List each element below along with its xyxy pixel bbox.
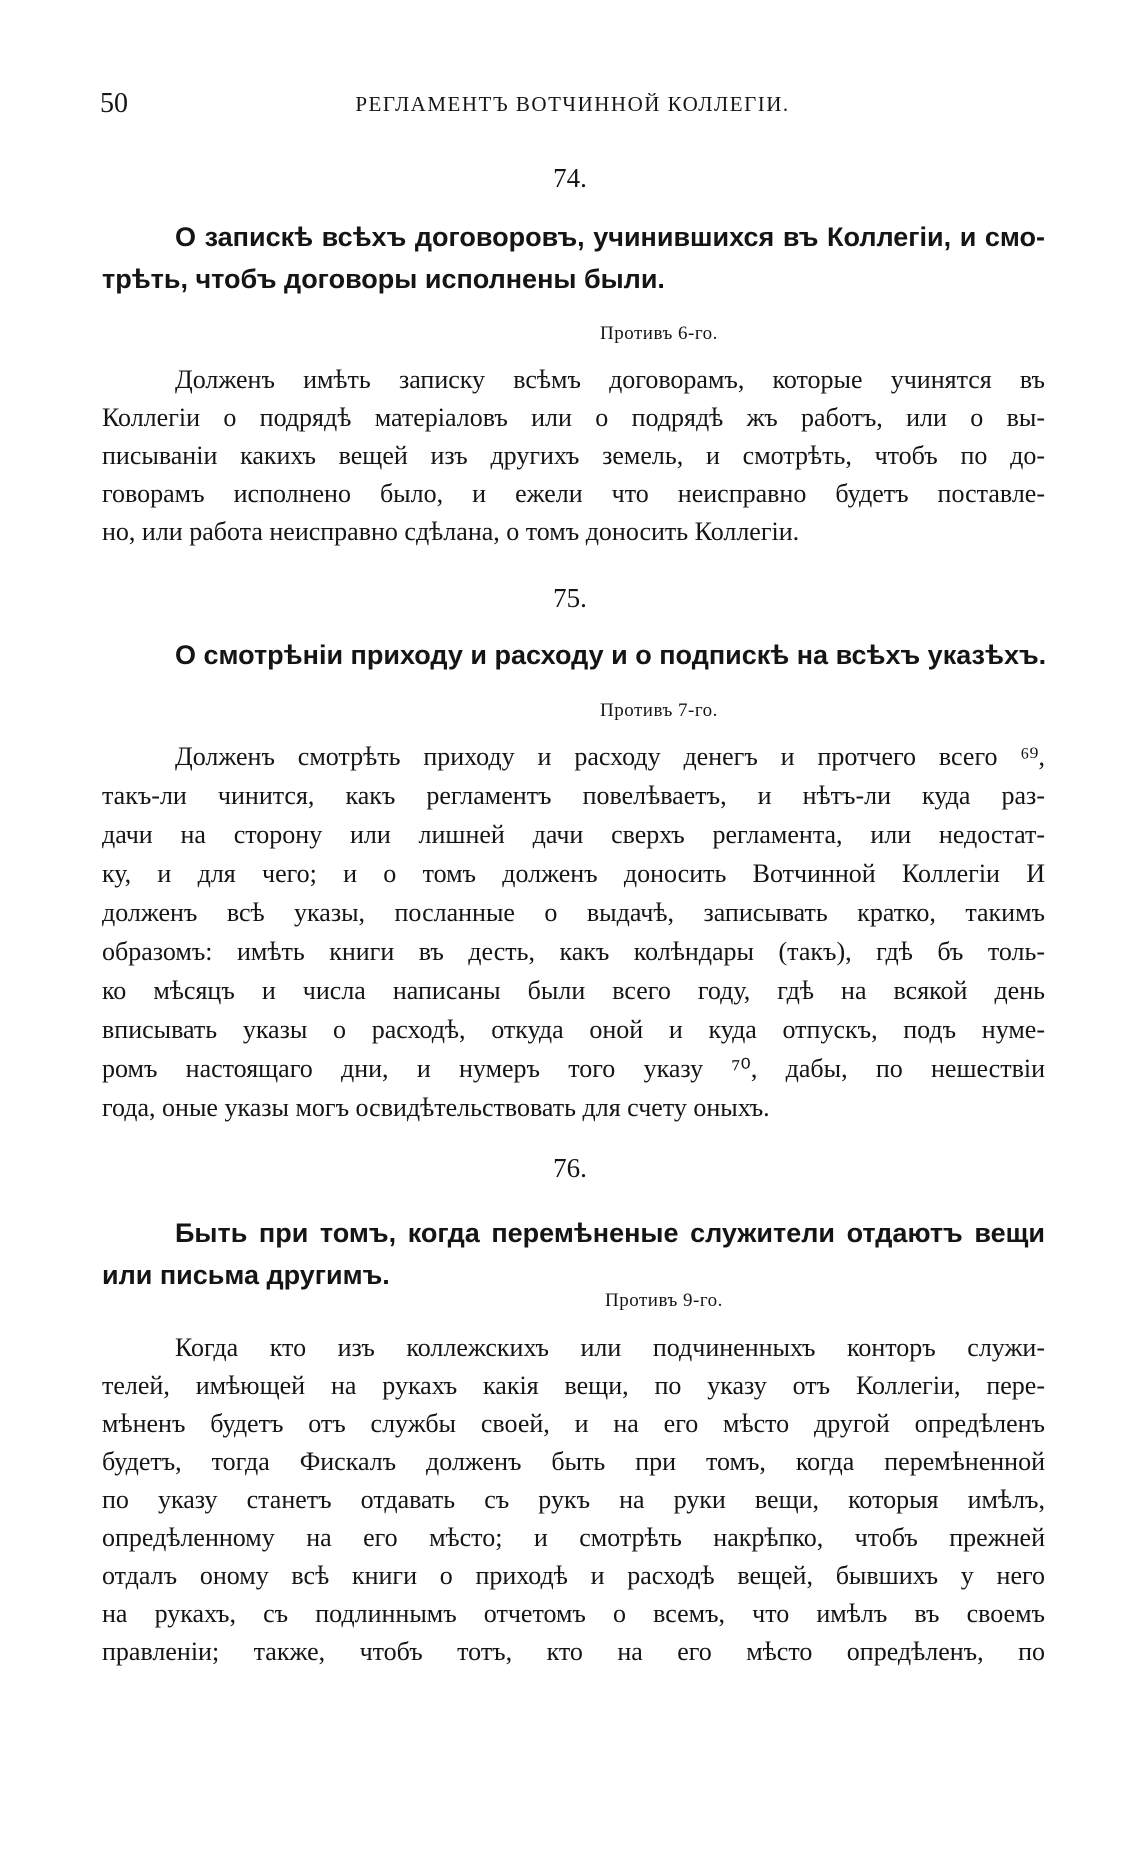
- body-text-line: мѣненъ будетъ отъ службы своей, и на его мѣсто другой опредѣленъ: [102, 1409, 1045, 1438]
- body-text-line: правленіи; также, чтобъ тотъ, кто на его мѣсто опредѣленъ, по: [102, 1637, 1045, 1666]
- body-text-line: говорамъ исполнено было, и ежели что неисправно будетъ поставле-: [102, 479, 1045, 508]
- body-text-line: Долженъ смотрѣть приходу и расходу денегъ и протчего всего ⁶⁹,: [175, 742, 1045, 771]
- section-heading-line: О запискѣ всѣхъ договоровъ, учинившихся въ Коллегіи, и смо-: [175, 222, 1045, 252]
- running-header: [100, 88, 1045, 124]
- section-heading-line: или письма другимъ.: [102, 1260, 390, 1290]
- body-text-line: дачи на сторону или лишней дачи сверхъ регламента, или недостат-: [102, 820, 1045, 849]
- section-reference: Противъ 9-го.: [605, 1290, 723, 1311]
- section-heading-line: Быть при томъ, когда перемѣненые служители отдаютъ вещи: [175, 1218, 1045, 1248]
- body-text-line: по указу станетъ отдавать съ рукъ на руки вещи, которыя имѣлъ,: [102, 1485, 1045, 1514]
- section-number: 75.: [553, 583, 587, 613]
- body-text-line: отдалъ оному всѣ книги о приходѣ и расходѣ вещей, бывшихъ у него: [102, 1561, 1045, 1590]
- section-reference: Противъ 6-го.: [600, 323, 718, 344]
- body-text-line: на рукахъ, съ подлиннымъ отчетомъ о всемъ, что имѣлъ въ своемъ: [102, 1599, 1045, 1628]
- body-text-line: Коллегіи о подрядѣ матеріаловъ или о подрядѣ жъ работъ, или о вы-: [102, 403, 1045, 432]
- body-text-line: образомъ: имѣть книги въ десть, какъ колѣндары (такъ), гдѣ бъ толь-: [102, 937, 1045, 966]
- body-text-line: писываніи какихъ вещей изъ другихъ земель, и смотрѣть, чтобъ по до-: [102, 441, 1045, 470]
- body-text-line: ку, и для чего; и о томъ долженъ доносить Вотчинной Коллегіи И: [102, 859, 1045, 888]
- section-heading-line: трѣть, чтобъ договоры исполнены были.: [102, 264, 665, 294]
- body-text-line: года, оные указы могъ освидѣтельствовать для счету оныхъ.: [102, 1093, 770, 1122]
- body-text-line: вписывать указы о расходѣ, откуда оной и куда отпускъ, подъ нуме-: [102, 1015, 1045, 1044]
- body-text-line: такъ-ли чинится, какъ регламентъ повелѣваетъ, и нѣтъ-ли куда раз-: [102, 781, 1045, 810]
- body-text-line: долженъ всѣ указы, посланные о выдачѣ, записывать кратко, такимъ: [102, 898, 1045, 927]
- body-text-line: опредѣленному на его мѣсто; и смотрѣть накрѣпко, чтобъ прежней: [102, 1523, 1045, 1552]
- body-text-line: ромъ настоящаго дни, и нумеръ того указу ⁷⁰, дабы, по нешествіи: [102, 1054, 1045, 1083]
- body-text-line: телей, имѣющей на рукахъ какія вещи, по указу отъ Коллегіи, пере-: [102, 1371, 1045, 1400]
- section-heading-line: О смотрѣніи приходу и расходу и о подпискѣ на всѣхъ указѣхъ.: [175, 640, 1047, 670]
- body-text-line: Долженъ имѣть записку всѣмъ договорамъ, которые учинятся въ: [175, 365, 1045, 394]
- page-number: 50: [100, 88, 128, 119]
- body-text-line: ко мѣсяцъ и числа написаны были всего году, гдѣ на всякой день: [102, 976, 1045, 1005]
- section-number: 74.: [553, 163, 587, 193]
- body-text-line: будетъ, тогда Фискалъ долженъ быть при томъ, когда перемѣненной: [102, 1447, 1045, 1476]
- running-title: РЕГЛАМЕНТЪ ВОТЧИННОЙ КОЛЛЕГІИ.: [355, 92, 790, 116]
- body-text-line: Когда кто изъ коллежскихъ или подчиненныхъ конторъ служи-: [175, 1333, 1045, 1362]
- section-reference: Противъ 7-го.: [600, 700, 718, 721]
- section-number: 76.: [553, 1153, 587, 1183]
- body-text-line: но, или работа неисправно сдѣлана, о томъ доносить Коллегіи.: [102, 517, 800, 546]
